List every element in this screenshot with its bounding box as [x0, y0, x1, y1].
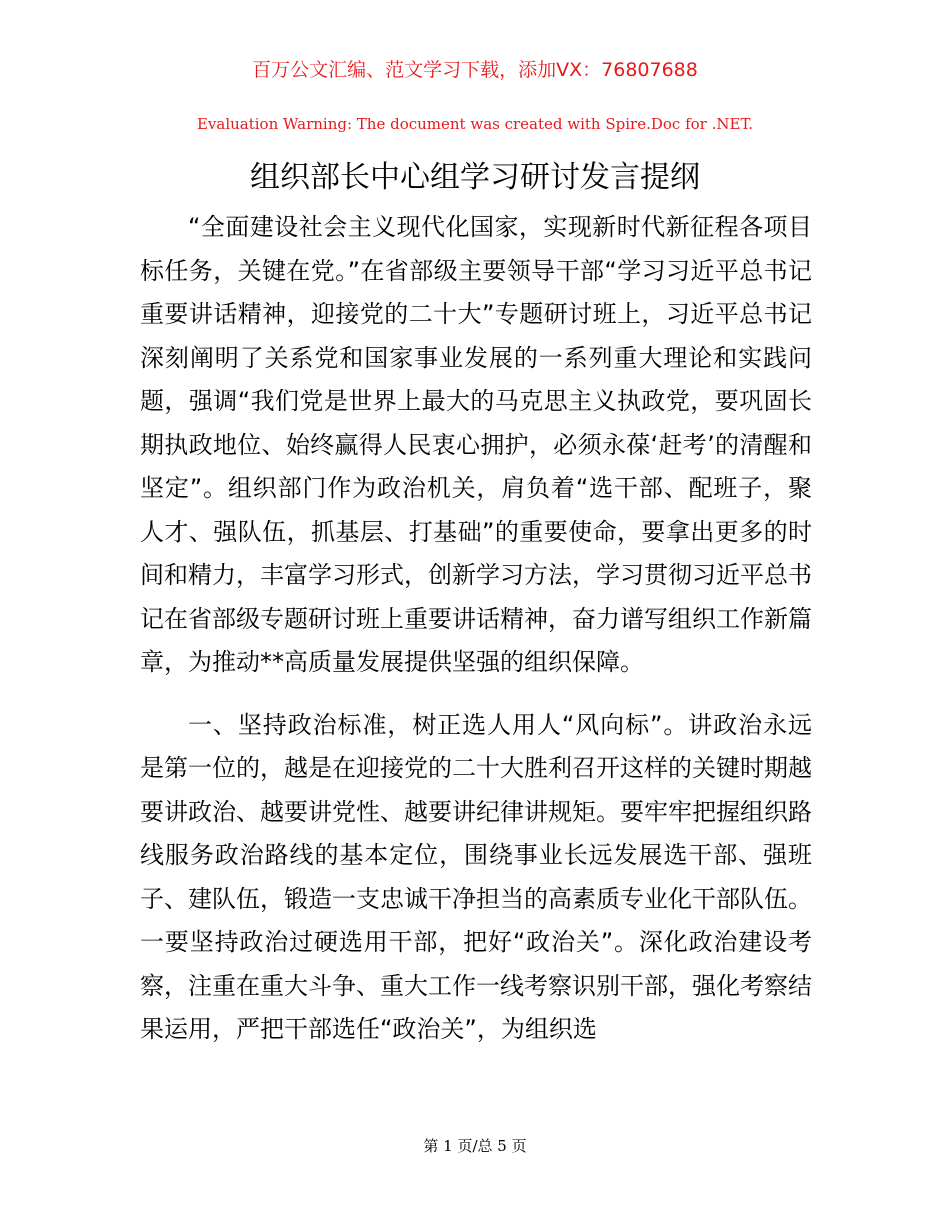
header-banner: 百万公文汇编、范文学习下载，添加VX：76807688: [252, 59, 698, 81]
page-number-footer: 第 1 页/总 5 页: [423, 1137, 527, 1155]
evaluation-warning: Evaluation Warning: The document was created with Spire.Doc for .NET.: [196, 115, 754, 133]
document-body: [140, 206, 812, 1052]
paragraph-intro: “全面建设社会主义现代化国家，实现新时代新征程各项目标任务，关键在党。”在省部级主要领导干部“学习习近平总书记重要讲话精神，迎接党的二十大”专题研讨班上，习近平总书记深刻阐明了关系党和国家事业发展的一系列重大理论和实践问题，强调“我们党是世界上最大的马克思主义执政党，要巩固长期执政地位、始终赢得人民衷心拥护，必须永葆‘赶考’的清醒和坚定”。组织部门作为政治机关，肩负着“选干部、配班子，聚人才、强队伍，抓基层、打基础”的重要使命，要拿出更多的时间和精力，丰富学习形式，创新学习方法，学习贯彻习近平总书记在省部级专题研讨班上重要讲话精神，奋力谱写组织工作新篇章，为推动**高质量发展提供坚强的组织保障。: [140, 213, 812, 676]
paragraph-section-one: 一、坚持政治标准，树正选人用人“风向标”。讲政治永远是第一位的，越是在迎接党的二十大胜利召开这样的关键时期越要讲政治、越要讲党性、越要讲纪律讲规矩。要牢牢把握组织路线服务政治路线的基本定位，围绕事业长远发展选干部、强班子、建队伍，锻造一支忠诚干净担当的高素质专业化干部队伍。一要坚持政治过硬选用干部，把好“政治关”。深化政治建设考察，注重在重大斗争、重大工作一线考察识别干部，强化考察结果运用，严把干部选任“政治关”，为组织选: [140, 710, 812, 1043]
document-title: 组织部长中心组学习研讨发言提纲: [250, 160, 700, 195]
